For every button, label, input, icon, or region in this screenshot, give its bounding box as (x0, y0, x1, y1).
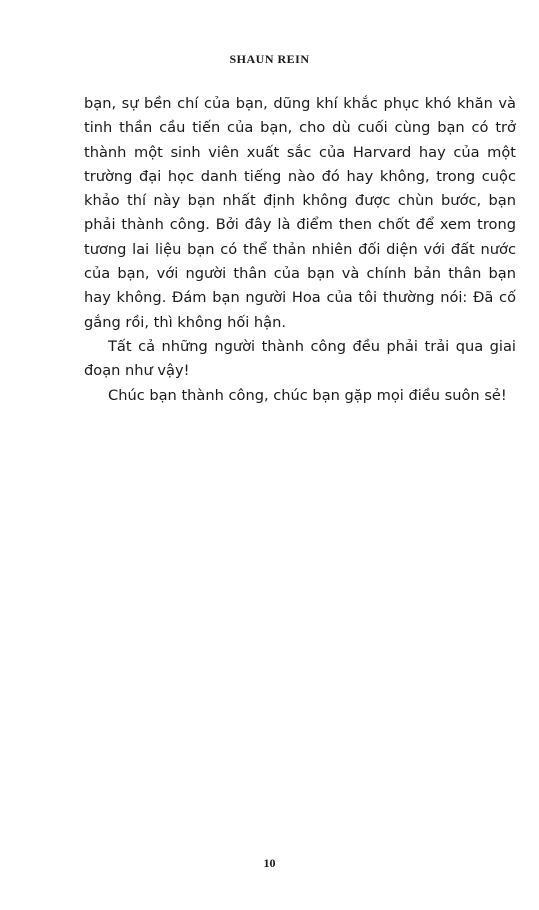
paragraph-success: Tất cả những người thành công đều phải trải qua giai đoạn như vậy! (84, 337, 516, 380)
body-text (84, 92, 516, 408)
paragraph-continued: bạn, sự bền chí của bạn, dũng khí khắc phục khó khăn và tinh thần cầu tiến của bạn, cho dù cuối cùng bạn có trở thành một sinh viên xuất sắc của Harvard hay của một trường đại học danh tiếng nào đó hay không, trong cuộc khảo thí này bạn nhất định không được chùn bước, bạn phải thành công. Bởi đây là điểm then chốt để xem trong tương lai liệu bạn có thể thản nhiên đối diện với đất nước của bạn, với người thân của bạn và chính bản thân bạn hay không. Đám bạn người Hoa của tôi thường nói: Đã cố gắng rồi, thì không hối hận. (84, 95, 516, 331)
running-head: SHAUN REIN (229, 52, 310, 66)
paragraph-wishes: Chúc bạn thành công, chúc bạn gặp mọi điều suôn sẻ! (108, 386, 507, 404)
page-number: 10 (263, 856, 276, 870)
